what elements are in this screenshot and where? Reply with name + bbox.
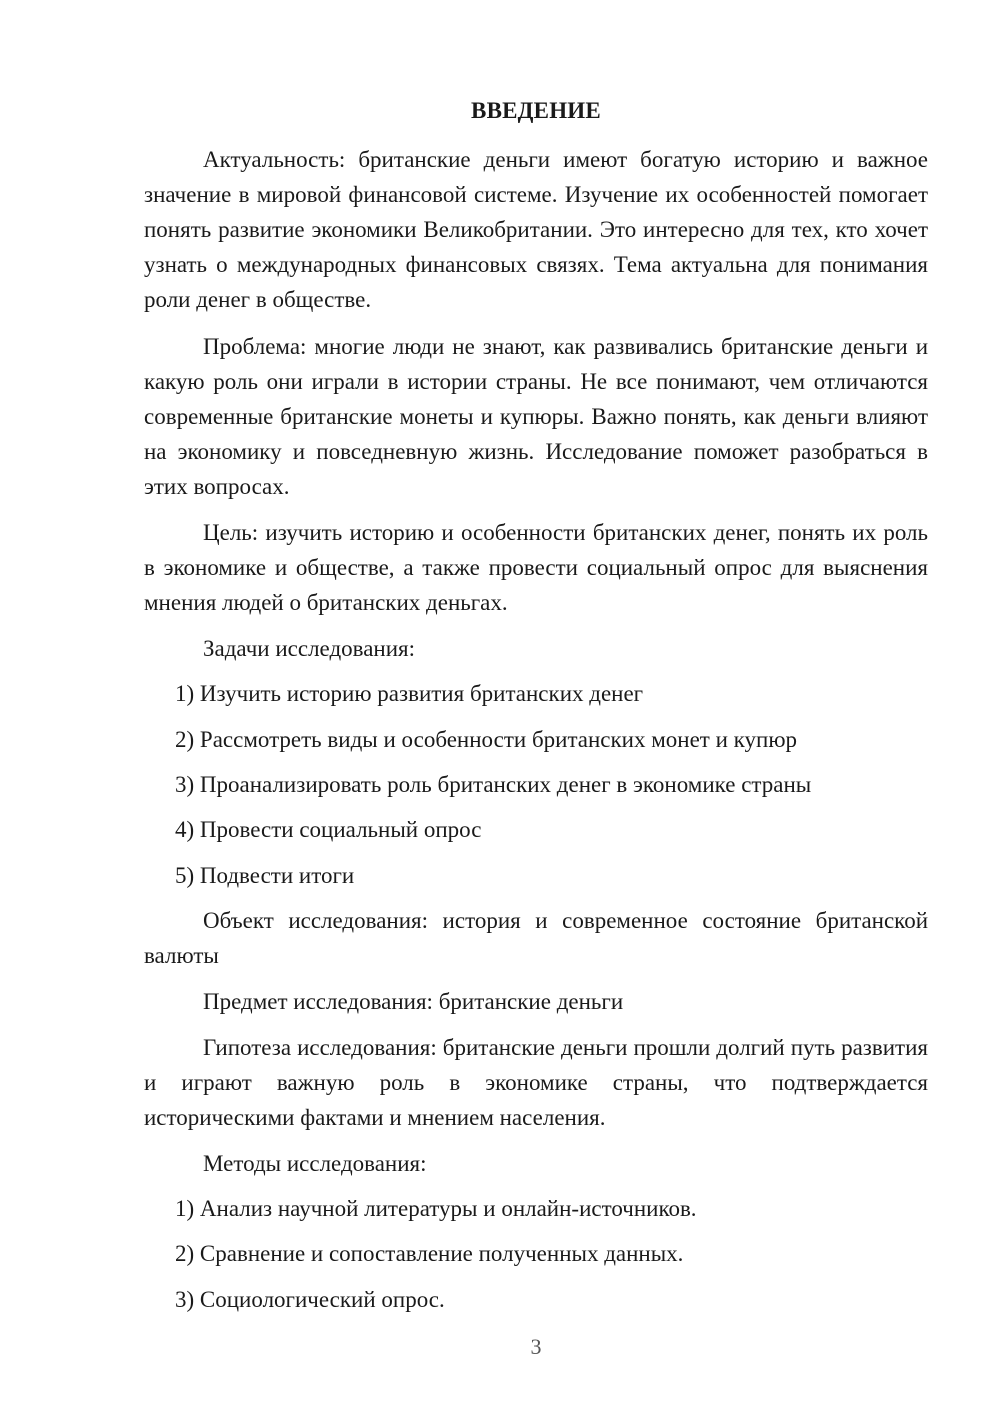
tasks-heading-block	[144, 631, 928, 666]
task-item-text: 2) Рассмотреть виды и особенности британских монет и купюр	[175, 727, 798, 752]
relevance-block	[144, 142, 928, 317]
method-item-text: 1) Анализ научной литературы и онлайн-источников.	[175, 1196, 697, 1221]
method-item	[144, 1282, 928, 1317]
method-item-text: 2) Сравнение и сопоставление полученных данных.	[175, 1241, 684, 1266]
hypothesis-paragraph: Гипотеза исследования: британские деньги прошли долгий путь развития и играют важную роль в экономике страны, что подтверждается историческими фактами и мнением населения.	[144, 1035, 928, 1130]
subject-paragraph: Предмет исследования: британские деньги	[203, 989, 624, 1014]
methods-heading-block	[144, 1146, 928, 1181]
method-item-text: 3) Социологический опрос.	[175, 1287, 445, 1312]
task-item	[144, 858, 928, 893]
relevance-paragraph: Актуальность: британские деньги имеют богатую историю и важное значение в мировой финансовой системе. Изучение их особенностей помогает понять развитие экономики Великобритании. Это интересно для тех, кто хочет узнать о международных финансовых связях. Тема актуальна для понимания роли денег в обществе.	[144, 147, 928, 312]
problem-block	[144, 329, 928, 504]
goal-paragraph: Цель: изучить историю и особенности британских денег, понять их роль в экономике и обществе, а также провести социальный опрос для выяснения мнения людей о британских деньгах.	[144, 520, 928, 615]
section-heading: ВВЕДЕНИЕ	[471, 98, 601, 123]
task-item-text: 5) Подвести итоги	[175, 863, 355, 888]
task-item-text: 4) Провести социальный опрос	[175, 817, 482, 842]
task-item	[144, 767, 928, 802]
goal-block	[144, 515, 928, 620]
task-item	[144, 722, 928, 757]
tasks-heading: Задачи исследования:	[203, 636, 416, 661]
method-item	[144, 1236, 928, 1271]
task-item	[144, 676, 928, 711]
object-paragraph: Объект исследования: история и современное состояние британской валюты	[144, 908, 928, 968]
page-number: 3	[530, 1334, 542, 1359]
task-item	[144, 812, 928, 847]
object-block	[144, 903, 928, 973]
method-item	[144, 1191, 928, 1226]
methods-heading: Методы исследования:	[203, 1151, 427, 1176]
problem-paragraph: Проблема: многие люди не знают, как развивались британские деньги и какую роль они играли в истории страны. Не все понимают, чем отличаются современные британские монеты и купюры. Важно понять, как деньги влияют на экономику и повседневную жизнь. Исследование поможет разобраться в этих вопросах.	[144, 334, 928, 499]
task-item-text: 3) Проанализировать роль британских денег в экономике страны	[175, 772, 812, 797]
hypothesis-block	[144, 1030, 928, 1135]
task-item-text: 1) Изучить историю развития британских денег	[175, 681, 644, 706]
subject-block	[144, 984, 928, 1019]
